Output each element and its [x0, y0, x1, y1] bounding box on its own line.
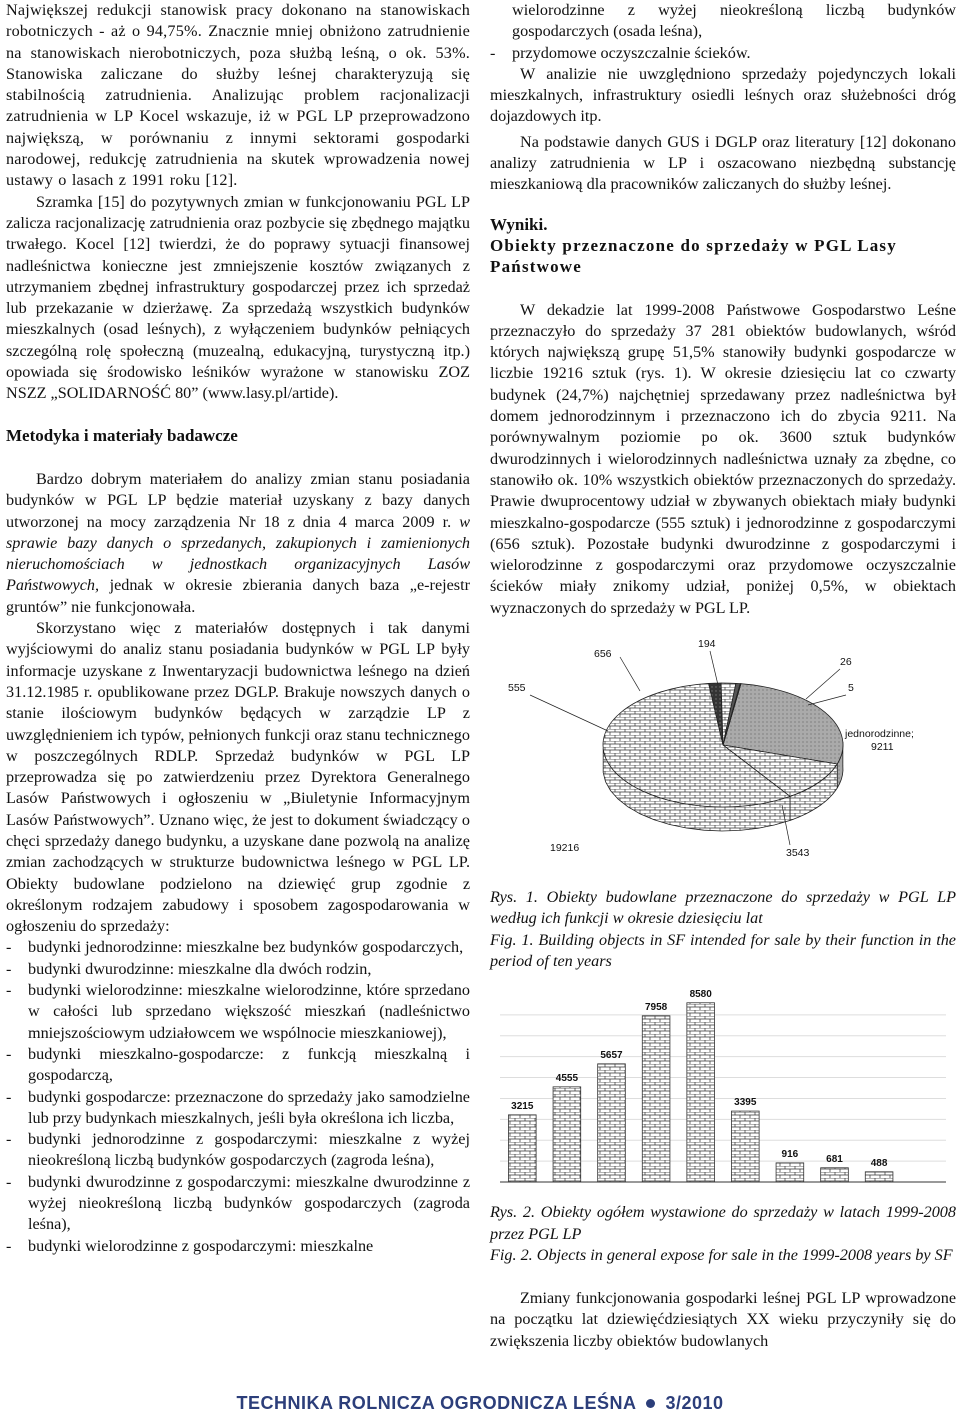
pie-leader-line: [530, 695, 608, 731]
list-item: - budynki wielorodzinne z gospodarczymi: mieszkalne: [6, 1236, 470, 1257]
bar-chart: [490, 986, 956, 1196]
pie-label: 9211: [871, 741, 894, 754]
pie-leader-line: [806, 669, 840, 699]
bar-value-label: 8580: [689, 988, 712, 1000]
list-item: - budynki dwurodzinne z gospodarczymi: mieszkalne dwurodzinne z wyżej nieokreśloną liczbą budynków gospodarczych (zagroda leśna),: [6, 1172, 470, 1236]
section-heading: Metodyka i materiały badawcze: [6, 425, 238, 445]
journal-issue: 3/2010: [665, 1393, 724, 1413]
paragraph: Zmiany funkcjonowania gospodarki leśnej PGL LP wprowadzone na początku lat dziewięćdziesiątych XX wieku przyczyniły się do zwiększenia liczby obiektów budowlanych: [490, 1289, 956, 1350]
left-column: [6, 0, 470, 1257]
pie-label: 3543: [786, 847, 810, 860]
bar: [642, 1016, 670, 1182]
bar: [598, 1064, 626, 1182]
pie-label: 26: [840, 656, 852, 669]
bar: [776, 1163, 804, 1182]
pie-label: jednorodzinne;: [845, 728, 914, 741]
bar-value-label: 916: [781, 1149, 799, 1161]
pie-leader-line: [710, 651, 718, 685]
bar: [508, 1115, 536, 1182]
bar-value-label: 5657: [600, 1050, 623, 1062]
figure-1-caption-en: Fig. 1. Building objects in SF intended for sale by their function in the period of ten years: [490, 930, 956, 970]
paragraph: Skorzystano więc z materiałów dostępnych i tak danymi wyjściowymi do analiz stanu posiadania budynków w PGL LP były informacje uzyskane z Inwentaryzacji budownictwa leśnego na dzień 31.12.1985 r. opublikowane przez DGLP. Brakuje nowszych danych o stanie ilościowym budynków będących w zarządzie LP z uwzględnieniem ich typów, pełnionych funkcji oraz stanu technicznego w poszczególnych RDLP. Sprzedaż budynków w PGL LP przeprowadza się po zatwierdzeniu przez Dyrektora Generalnego Lasów Państwowych i ogłoszeniu w „Biuletynie Informacyjnym Lasów Państwowych”. Uznano więc, że jest to dokument świadczący o chęci sprzedaży danego budynku, a uzyskane dane pozwolą na analizę zmian zachodzących w strukturze budownictwa leśnego w PGL LP. Obiekty budowlane podzielono na dziewięć grup zgodnie z określonym rodzajem zabudowy i sposobem zagospodarowania w ogłoszeniu do sprzedaży:: [6, 619, 470, 936]
pie-leader-line: [620, 657, 640, 691]
bar: [731, 1111, 759, 1182]
figure-2-caption-pl: Rys. 2. Obiekty ogółem wystawione do sprzedaży w latach 1999-2008 przez PGL LP: [490, 1203, 956, 1243]
list-item: - przydomowe oczyszczalnie ścieków.: [490, 43, 956, 64]
figure-2: [490, 986, 956, 1196]
journal-title: TECHNIKA ROLNICZA OGRODNICZA LEŚNA: [236, 1393, 637, 1413]
bar: [865, 1172, 893, 1182]
figure-1: [490, 633, 956, 873]
paragraph: W dekadzie lat 1999-2008 Państwowe Gospodarstwo Leśne przeznaczyło do sprzedaży 37 281 obiektów budowlanych, wśród których największą grupę 51,5% stanowiły budynki gospodarcze w liczbie 19216 sztuk (rys. 1). W okresie dziesięciu lat co czwarty budynek (24,7%) najchętniej sprzedawany przez nadleśnictwa był domem jednorodzinnym i przeznaczono ich do zbycia 9211. Na porównywalnym poziomie po ok. 3600 sztuk budynków dwurodzinnych i wielorodzinnych nadleśnictwa uznały za zbędne, co stanowiło ok. 10% wszystkich obiektów przeznaczonych do sprzedaży. Prawie dwuprocentowy udział w zbywanych obiektach miały budynki mieszkalno-gospodarcze (555 sztuk) i jednorodzinne z gospodarczymi (656 sztuk). Pozostałe budynki dwurodzinne z gospodarczymi i wielorodzinne z gospodarczymi oraz przydomowe oczyszczalnie ścieków miały znikomy udział, poniżej 0,5%, w obiektach wyznaczonych do sprzedaży w PGL LP.: [490, 300, 956, 617]
category-list: [6, 937, 470, 1256]
journal-footer: [200, 1393, 760, 1414]
bar-value-label: 3395: [734, 1097, 757, 1109]
list-item: - budynki jednorodzinne: mieszkalne bez budynków gospodarczych,: [6, 937, 470, 958]
bar-value-label: 488: [870, 1158, 888, 1170]
right-column: [490, 0, 956, 1352]
pie-leader-line: [808, 695, 846, 705]
list-item: - budynki gospodarcze: przeznaczone do sprzedaży jako samodzielne lub przy budynkach mieszkalnych, jeśli była określona ich liczba,: [6, 1087, 470, 1130]
pie-label: 194: [698, 638, 716, 651]
pie-chart: [490, 633, 956, 873]
figure-2-caption-en: Fig. 2. Objects in general expose for sale in the 1999-2008 years by SF: [490, 1245, 953, 1264]
list-item: - budynki wielorodzinne: mieszkalne wielorodzinne, które sprzedano w całości lub sprzedano większość mieszkań (nadleśnictwo mniejszościowym udziałowcem we wspólnocie mieszkaniowej),: [6, 980, 470, 1044]
list-item: - budynki mieszkalno-gospodarcze: z funkcją mieszkalną i gospodarczą,: [6, 1044, 470, 1087]
bar-value-label: 7958: [644, 1001, 668, 1013]
pie-label: 19216: [550, 842, 580, 855]
paragraph: W analizie nie uwzględniono sprzedaży pojedynczych lokali mieszkalnych, infrastruktury osiedli leśnych oraz służebności dróg dojazdowych itp.: [490, 64, 956, 126]
list-item: - budynki jednorodzinne z gospodarczymi: mieszkalne z wyżej nieokreśloną liczbą budynków gospodarczych (zagroda leśna),: [6, 1129, 470, 1172]
category-list-end: [490, 43, 956, 64]
results-heading: Wyniki.: [490, 214, 548, 234]
bar-value-label: 4555: [555, 1073, 579, 1085]
bar: [553, 1087, 581, 1182]
paragraph: Na podstawie danych GUS i DGLP oraz literatury [12] dokonano analizy zatrudnienia w LP i oszacowano niezbędną substancję mieszkaniową dla pracowników zaliczanych do służby leśnej.: [490, 132, 956, 194]
bullet-icon: [646, 1399, 655, 1408]
paragraph: Największej redukcji stanowisk pracy dokonano na stanowiskach robotniczych - aż o 94,75%. Znacznie mniej obniżono zatrudnienie na stanowiskach nierobotniczych, poza służbą leśną, o ok. 53%. Stanowiska zaliczane do służby leśnej charakteryzują się stabilnością zatrudnienia. Analizując problem racjonalizacji zatrudnienia w LP Kocel wskazuje, iż w PGL LP przeprowadzono największą, w porównaniu z innymi sektorami gospodarki narodowej, redukcję zatrudnienia na skutek wprowadzenia nowej ustawy o lasach z 1991 roku [12].: [6, 1, 470, 190]
list-continuation: wielorodzinne z wyżej nieokreśloną liczbą budynków gospodarczych (osada leśna),: [512, 1, 956, 41]
bar-value-label: 3215: [511, 1101, 534, 1113]
pie-label: 5: [848, 682, 854, 695]
pie-label: 555: [508, 682, 526, 695]
paragraph: Szramka [15] do pozytywnych zmian w funkcjonowaniu PGL LP zalicza racjonalizację zatrudnienia oraz pozbycie się zbędnego majątku trwałego. Kocel [12] twierdzi, że do poprawy sytuacji finansowej nadleśnictwa konieczne jest zmniejszenie kosztów związanych z utrzymaniem zbędnej infrastruktury gospodarczej przez ich sprzedaż lub przekazanie w dzierżawę. Za sprzedażą wszystkich budynków mieszkalnych (osad leśnych), z wyłączeniem budynków pełniących szczególną rolę społeczną (muzealną, edukacyjną, turystyczną itp.) opowiada się środowisko leśników wyrażone w stanowisku ZOZ NSZZ „SOLIDARNOŚĆ 80” (www.lasy.pl/artide).: [6, 192, 470, 403]
bar-value-label: 681: [826, 1153, 843, 1165]
pie-label: 656: [594, 648, 612, 661]
bar: [687, 1003, 715, 1182]
paragraph: Bardzo dobrym materiałem do analizy zmian stanu posiadania budynków w PGL LP będzie materiał uzyskany z bazy danych utworzonej na mocy zarządzenia Nr 18 z dnia 4 marca 2009 r. w sprawie bazy danych o sprzedanych, zakupionych i zamienionych nieruchomościach w jednostkach organizacyjnych Lasów Państwowych, jednak w okresie zbierania danych baza „e-rejestr gruntów” nie funkcjonowała.: [6, 469, 470, 616]
list-item: - budynki dwurodzinne: mieszkalne dla dwóch rodzin,: [6, 959, 470, 980]
figure-1-caption-pl: Rys. 1. Obiekty budowlane przeznaczone do sprzedaży w PGL LP według ich funkcji w okresie dziesięciu lat: [490, 888, 956, 928]
bar: [821, 1168, 849, 1182]
section-heading: Obiekty przeznaczone do sprzedaży w PGL Lasy Państwowe: [490, 235, 897, 277]
